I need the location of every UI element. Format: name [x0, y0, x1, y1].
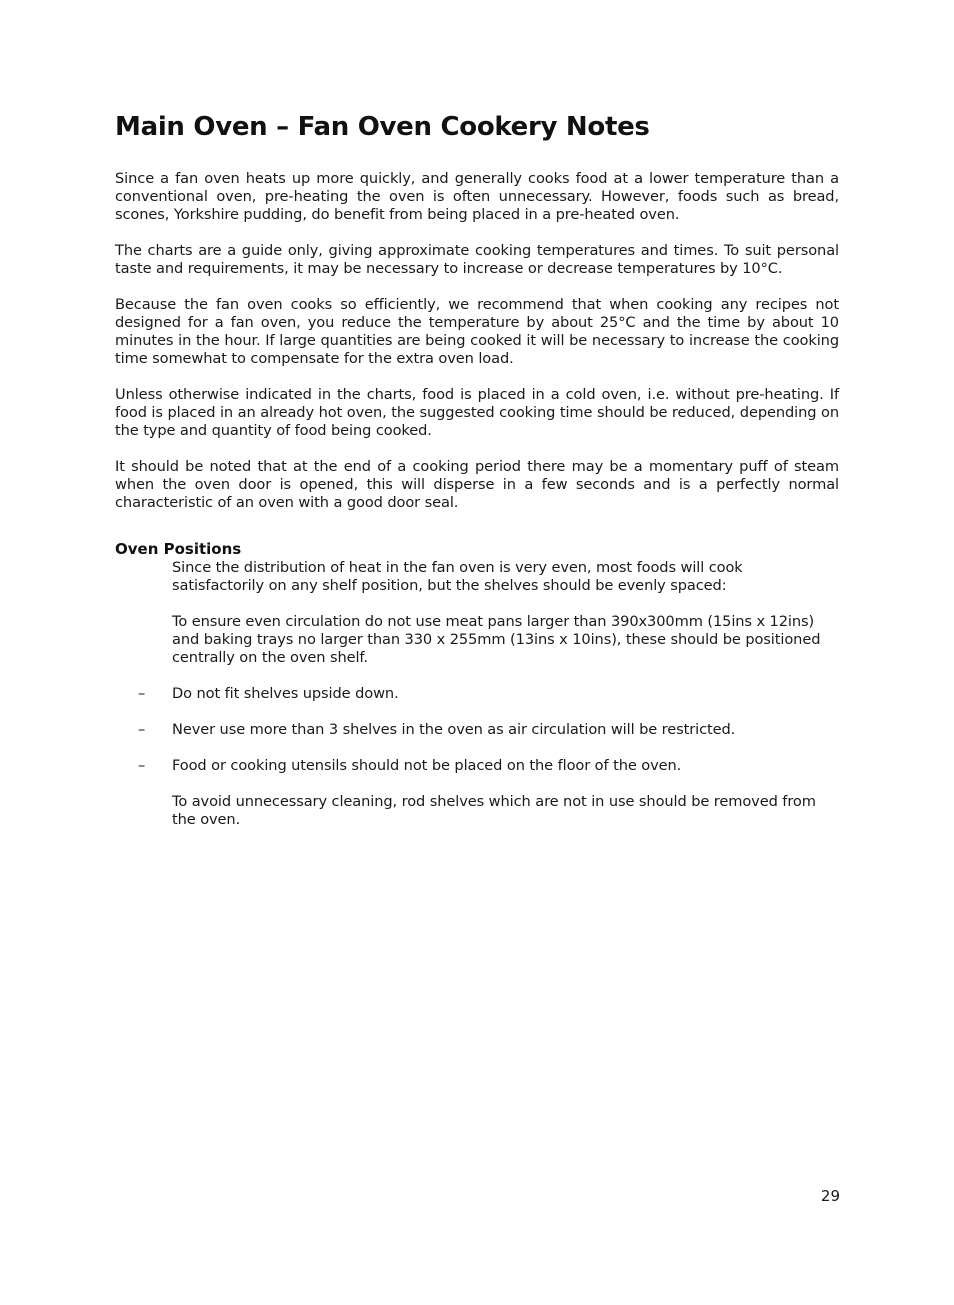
oven-positions-closing-note: To avoid unnecessary cleaning, rod shelves which are not in use should be removed from the oven.	[172, 793, 816, 828]
list-item	[138, 757, 839, 775]
paragraph-cold-oven: Unless otherwise indicated in the charts, food is placed in a cold oven, i.e. without pre-heating. If food is placed in an already hot oven, the suggested cooking time should be reduced, depending on the type and quantity of food being cooked.	[115, 386, 839, 439]
bullet-text: Never use more than 3 shelves in the oven as air circulation will be restricted.	[172, 721, 736, 738]
bullet-dash: –	[138, 721, 146, 738]
paragraph-steam: It should be noted that at the end of a cooking period there may be a momentary puff of steam when the oven door is opened, this will disperse in a few seconds and is a perfectly normal characteristic of an oven with a good door seal.	[115, 458, 839, 511]
list-item	[138, 685, 839, 703]
oven-positions-intro: Since the distribution of heat in the fan oven is very even, most foods will cook satisfactorily on any shelf position, but the shelves should be evenly spaced:	[172, 559, 743, 594]
document-page	[115, 108, 839, 847]
page-number: 29	[820, 1187, 840, 1205]
paragraph-preheating: Since a fan oven heats up more quickly, and generally cooks food at a lower temperature than a conventional oven, pre-heating the oven is often unnecessary. However, foods such as bread, scones, Yorkshire pudding, do benefit from being placed in a pre-heated oven.	[115, 170, 839, 223]
section-heading-oven-positions: Oven Positions	[115, 540, 242, 558]
oven-positions-circulation-note: To ensure even circulation do not use meat pans larger than 390x300mm (15ins x 12ins) and baking trays no larger than 330 x 255mm (13ins x 10ins), these should be positioned centrally on the oven shelf.	[172, 613, 821, 666]
page-title: Main Oven – Fan Oven Cookery Notes	[115, 112, 650, 142]
bullet-dash: –	[138, 685, 146, 702]
paragraph-efficiency: Because the fan oven cooks so efficiently, we recommend that when cooking any recipes not designed for a fan oven, you reduce the temperature by about 25°C and the time by about 10 minutes in the hour. If large quantities are being cooked it will be necessary to increase the cooking time somewhat to compensate for the extra oven load.	[115, 296, 839, 367]
bullet-dash: –	[138, 757, 146, 774]
bullet-text: Do not fit shelves upside down.	[172, 685, 399, 702]
list-item	[138, 721, 839, 739]
bullet-text: Food or cooking utensils should not be placed on the floor of the oven.	[172, 757, 682, 774]
paragraph-charts-guide: The charts are a guide only, giving approximate cooking temperatures and times. To suit personal taste and requirements, it may be necessary to increase or decrease temperatures by 10°C.	[115, 242, 839, 277]
